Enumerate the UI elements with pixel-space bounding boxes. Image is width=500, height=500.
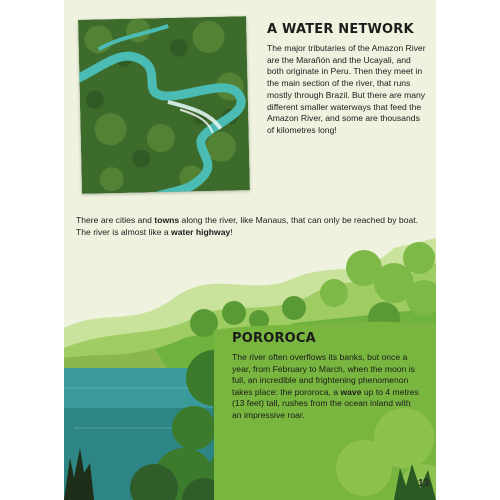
- aerial-river-photo: [78, 16, 250, 194]
- water-network-paragraph: The major tributaries of the Amazon River are the Marañón and the Ucayali, and both originate in Peru. Then they meet in the main section of the river, that runs mostly through Brazil. But there are many different smaller waterways that feed the Amazon River, and some are thousands of kilometres long!: [267, 43, 426, 135]
- pororoca-text-2: up to 4 metres (13 feet) tall, rushes from the ocean inland with an impressive roar.: [232, 386, 419, 420]
- towns-paragraph: [76, 214, 426, 238]
- wave-bold-term: wave: [340, 386, 362, 397]
- section-title-water-network: A WATER NETWORK: [267, 22, 414, 37]
- towns-text-2: along the river, like Manaus, that can only be reached by boat. The river is almost like a: [76, 215, 419, 237]
- section-title-pororoca: POROROCA: [232, 331, 316, 346]
- page-number: 13: [418, 478, 430, 489]
- water-highway-bold-term: water highway: [171, 227, 231, 237]
- aerial-river-illustration: [78, 16, 250, 194]
- pororoca-paragraph: [232, 352, 422, 422]
- pororoca-text-1: The river often overflows its banks, but once a year, from February to March, when the moon is full, an incredible and frightening phenomenon takes place: the pororoca, a: [232, 352, 415, 397]
- towns-text-3: !: [230, 227, 233, 237]
- book-page: [64, 0, 436, 500]
- towns-text-1: There are cities and: [76, 215, 155, 225]
- towns-bold-term: towns: [154, 215, 180, 225]
